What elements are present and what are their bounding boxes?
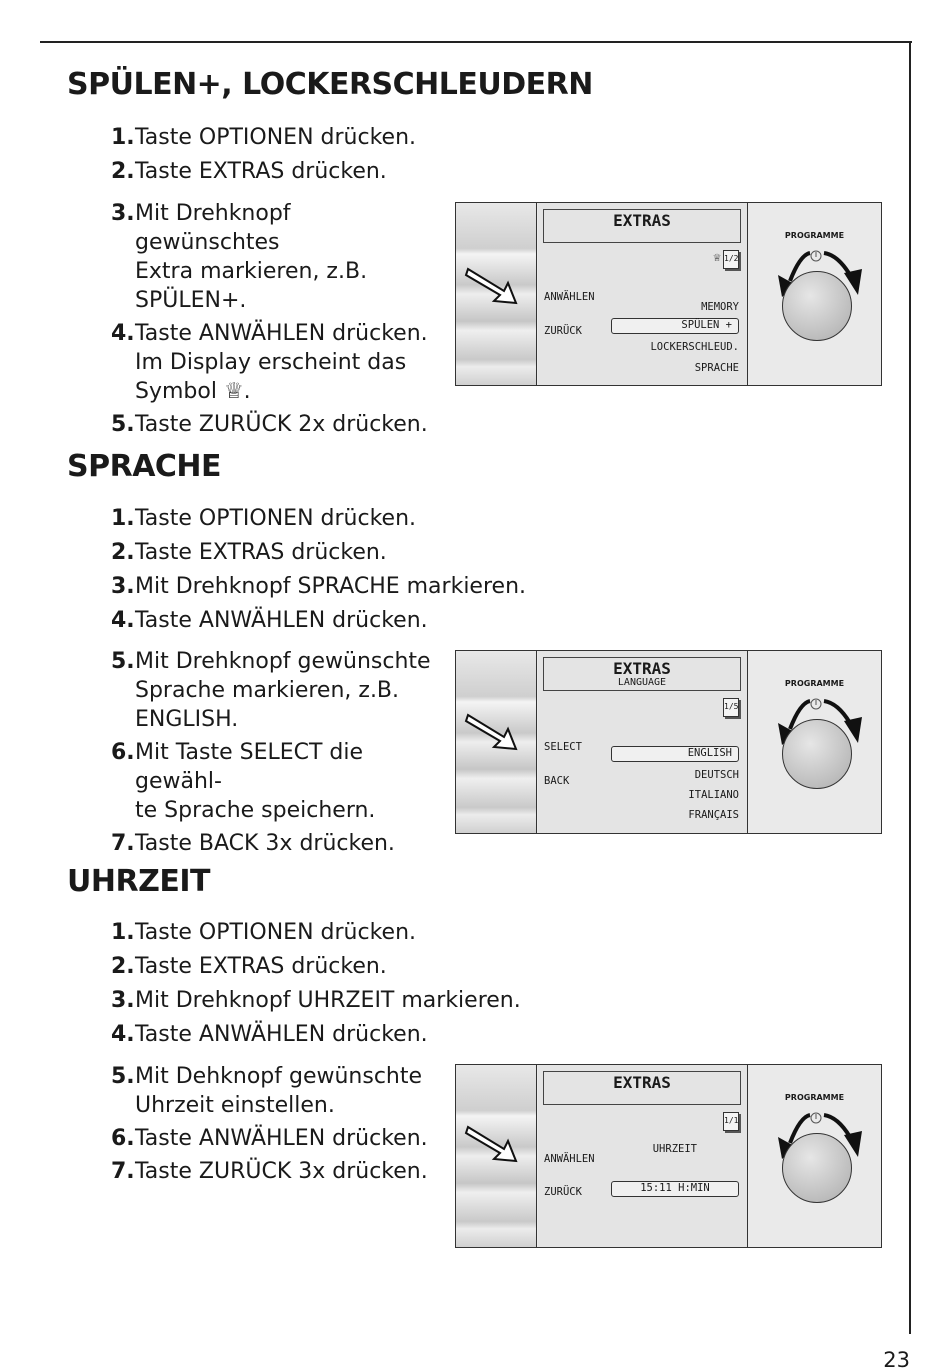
section-heading: UHRZEIT: [67, 864, 210, 899]
page-top-rule: [40, 41, 912, 43]
step-number: 2.: [111, 954, 135, 979]
step-text: Taste ANWÄHLEN drücken.: [135, 1022, 428, 1047]
screen-title: EXTRAS: [613, 1073, 671, 1092]
program-knob: [782, 271, 852, 341]
step-number: 6.: [111, 740, 135, 765]
screen-subtitle: LANGUAGE: [617, 677, 667, 688]
menu-option: UHRZEIT: [652, 1143, 697, 1155]
section-uhrzeit: [67, 864, 210, 899]
step-text: Taste EXTRAS drücken.: [135, 159, 387, 184]
steps-list: [111, 918, 551, 1049]
screen-title-box: [543, 1071, 741, 1105]
pointer-arrow-icon: [464, 263, 520, 307]
step-item: [111, 952, 551, 981]
button-strip: [456, 651, 537, 833]
page-right-rule: [909, 41, 911, 1334]
knob-label: PROGRAMME: [784, 1093, 845, 1102]
display-panel: [455, 202, 882, 386]
step-number: 1.: [111, 920, 135, 945]
step-number: 5.: [111, 1064, 135, 1089]
program-knob-area: [748, 1065, 881, 1247]
step-item: [111, 606, 551, 635]
step-item: [111, 504, 551, 533]
step-text: Taste BACK 3x drücken.: [135, 831, 395, 856]
knob-label: PROGRAMME: [784, 679, 845, 688]
step-item: [111, 538, 551, 567]
menu-option: MEMORY: [701, 301, 739, 313]
step-item: [111, 123, 551, 152]
pointer-arrow-icon: [464, 709, 520, 753]
display-panel: [455, 1064, 882, 1248]
step-text: Mit Drehknopf gewünschtes Extra markieren, z.B. SPÜLEN+.: [135, 201, 368, 313]
step-item: [111, 986, 551, 1015]
steps-list: [111, 199, 441, 439]
page-indicator-icon: 1/1: [723, 1112, 739, 1131]
steps-list: [111, 123, 551, 186]
step-text: Taste OPTIONEN drücken.: [135, 920, 417, 945]
menu-option: FRANÇAIS: [688, 809, 739, 821]
step-number: 6.: [111, 1126, 135, 1151]
back-label: ZURÜCK: [544, 325, 582, 337]
step-item: [111, 1020, 551, 1049]
rinse-plus-icon: ♕: [713, 250, 721, 265]
step-item: [111, 410, 441, 439]
selected-option: ENGLISH: [611, 746, 739, 762]
step-number: 7.: [111, 831, 135, 856]
step-number: 4.: [111, 321, 135, 346]
step-number: 7.: [111, 1159, 135, 1184]
step-number: 5.: [111, 412, 135, 437]
step-number: 4.: [111, 1022, 135, 1047]
step-text: Taste EXTRAS drücken.: [135, 954, 387, 979]
step-number: 5.: [111, 649, 135, 674]
select-label: ANWÄHLEN: [544, 291, 595, 303]
program-knob: [782, 719, 852, 789]
step-number: 3.: [111, 574, 135, 599]
select-label: ANWÄHLEN: [544, 1153, 595, 1165]
step-number: 2.: [111, 159, 135, 184]
step-item: [111, 918, 551, 947]
program-knob-area: [748, 651, 881, 833]
step-number: 3.: [111, 988, 135, 1013]
steps-list: [111, 1062, 441, 1186]
section-spuelen: [67, 67, 593, 102]
knob-label: PROGRAMME: [784, 231, 845, 240]
page-number: 23: [883, 1348, 910, 1372]
page-indicator-icon: 1/2: [723, 250, 739, 269]
step-number: 3.: [111, 201, 135, 226]
step-number: 4.: [111, 608, 135, 633]
step-item: [111, 1062, 441, 1120]
lcd-screen: [538, 203, 748, 385]
back-label: ZURÜCK: [544, 1186, 582, 1198]
step-text: Taste EXTRAS drücken.: [135, 540, 387, 565]
menu-option: ITALIANO: [688, 789, 739, 801]
program-knob: [782, 1133, 852, 1203]
step-text: Mit Drehknopf SPRACHE markieren.: [135, 574, 527, 599]
step-item: [111, 1124, 441, 1153]
lcd-screen: [538, 651, 748, 833]
step-item: [111, 319, 441, 406]
step-item: [111, 829, 446, 858]
time-value: 15:11 H:MIN: [611, 1181, 739, 1197]
screen-title-box: [543, 657, 741, 691]
step-text: Mit Taste SELECT die gewähl- te Sprache speichern.: [135, 740, 376, 823]
page-indicator-icon: 1/5: [723, 698, 739, 717]
step-text: Mit Dehknopf gewünschte Uhrzeit einstellen.: [135, 1064, 423, 1118]
lcd-screen: [538, 1065, 748, 1247]
pointer-arrow-icon: [464, 1121, 520, 1165]
step-text: Mit Drehknopf UHRZEIT markieren.: [135, 988, 521, 1013]
step-text: Taste OPTIONEN drücken.: [135, 125, 417, 150]
step-text: Mit Drehknopf gewünschte Sprache markieren, z.B. ENGLISH.: [135, 649, 431, 732]
step-text: Taste ANWÄHLEN drücken.: [135, 1126, 428, 1151]
button-strip: [456, 1065, 537, 1247]
step-text: Taste OPTIONEN drücken.: [135, 506, 417, 531]
section-heading: SPÜLEN+, LOCKERSCHLEUDERN: [67, 67, 593, 102]
step-item: [111, 157, 551, 186]
screen-title-box: [543, 209, 741, 243]
selected-option: SPÜLEN +: [611, 318, 739, 334]
menu-option: SPRACHE: [694, 362, 739, 374]
menu-option: LOCKERSCHLEUD.: [650, 341, 739, 353]
screen-title: EXTRAS: [613, 659, 671, 678]
step-item: [111, 647, 446, 734]
step-item: [111, 572, 551, 601]
step-number: 2.: [111, 540, 135, 565]
menu-option: DEUTSCH: [694, 769, 739, 781]
step-item: [111, 1157, 441, 1186]
step-text: Taste ZURÜCK 3x drücken.: [135, 1159, 428, 1184]
step-item: [111, 738, 446, 825]
display-panel: [455, 650, 882, 834]
select-label: SELECT: [544, 741, 582, 753]
button-strip: [456, 203, 537, 385]
step-text: Taste ZURÜCK 2x drücken.: [135, 412, 428, 437]
section-heading: SPRACHE: [67, 449, 222, 484]
section-sprache: [67, 449, 222, 484]
step-number: 1.: [111, 125, 135, 150]
steps-list: [111, 647, 446, 858]
step-text: Taste ANWÄHLEN drücken. Im Display erscheint das Symbol ♕.: [135, 321, 428, 404]
program-knob-area: [748, 203, 881, 385]
step-item: [111, 199, 441, 315]
screen-title: EXTRAS: [613, 211, 671, 230]
back-label: BACK: [544, 775, 570, 787]
step-number: 1.: [111, 506, 135, 531]
step-text: Taste ANWÄHLEN drücken.: [135, 608, 428, 633]
steps-list: [111, 504, 551, 635]
